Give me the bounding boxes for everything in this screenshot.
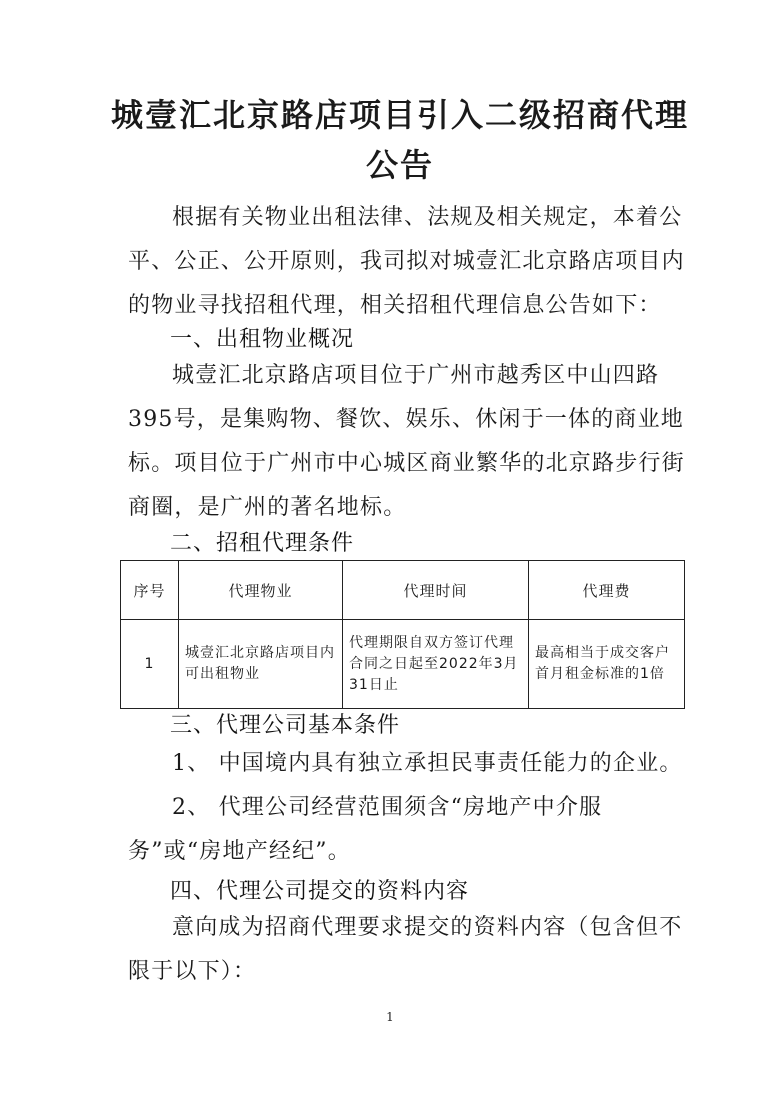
section-4-body: 意向成为招商代理要求提交的资料内容（包含但不限于以下）： [128,915,683,984]
section-1-body: 城壹汇北京路店项目位于广州市越秀区中山四路395号，是集购物、餐饮、娱乐、休闲于一体的商业地标。项目位于广州市中心城区商业繁华的北京路步行街商圈，是广州的著名地标。 [128,363,685,520]
table-cell-period: 代理期限自双方签订代理合同之日起至2022年3月31日止 [343,620,529,709]
document-title-line-1: 城壹汇北京路店项目引入二级招商代理 [110,96,689,134]
section-4-heading: 四、代理公司提交的资料内容 [170,879,470,904]
document-title-line-2: 公告 [365,146,434,184]
section-3-item-1: 1、 中国境内具有独立承担民事责任能力的企业。 [172,751,683,776]
section-3-item-2: 2、 代理公司经营范围须含“房地产中介服务”或“房地产经纪”。 [128,795,603,864]
agency-conditions-table [120,560,685,709]
table-cell-property: 城壹汇北京路店项目内可出租物业 [179,620,343,709]
table-header-fee: 代理费 [529,561,685,620]
table-row [121,620,685,709]
intro-paragraph: 根据有关物业出租法律、法规及相关规定，本着公平、公正、公开原则，我司拟对城壹汇北京路店项目内的物业寻找招租代理，相关招租代理信息公告如下： [128,205,685,318]
table-header-row [121,561,685,620]
page-number: 1 [386,1010,394,1024]
table-cell-no: 1 [121,620,179,709]
section-3-heading: 三、代理公司基本条件 [170,713,401,738]
table-header-period: 代理时间 [343,561,529,620]
section-2-heading: 二、招租代理条件 [170,531,355,556]
table-cell-fee: 最高相当于成交客户首月租金标准的1倍 [529,620,685,709]
section-1-heading: 一、出租物业概况 [170,327,355,352]
table-header-no: 序号 [121,561,179,620]
table-header-property: 代理物业 [179,561,343,620]
